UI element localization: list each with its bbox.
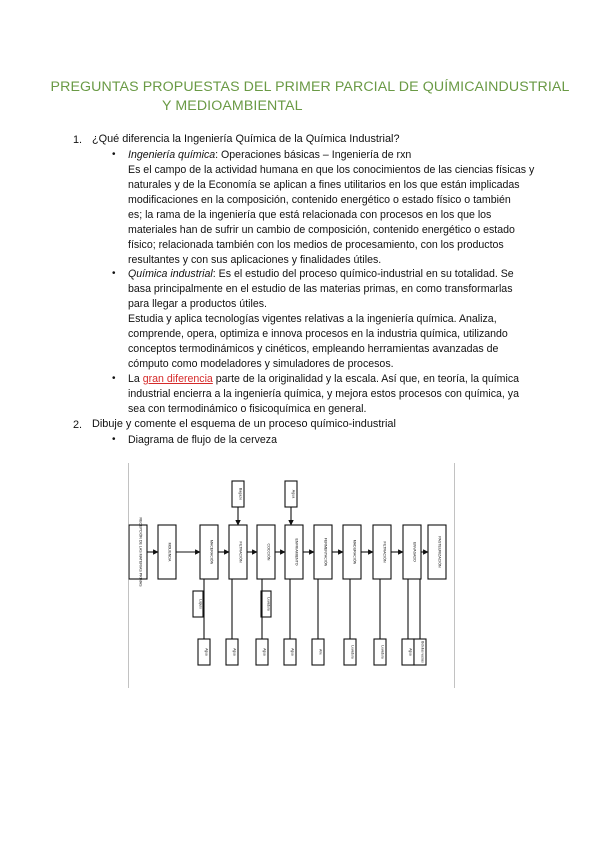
output-label: Agua (290, 648, 295, 656)
bullet-2-heading (128, 267, 548, 282)
output-label: Agua (204, 648, 209, 656)
output-label: Levadura (380, 645, 385, 659)
bullet-3-heading (128, 372, 548, 387)
process-step-label: FERMENTACIÓN (323, 537, 328, 567)
output-label: Aire (318, 649, 323, 655)
process-step-label: ENVASADO (412, 542, 417, 562)
bullet-1-rest: : Operaciones básicas – Ingeniería de rxn (215, 149, 412, 161)
bullet-3-line: industrial encierra a la ingeniería química, y mejora estos procesos con química, ya (128, 388, 519, 400)
page-title-line-1: PREGUNTAS PROPUESTAS DEL PRIMER PARCIAL DE QUÍMICAINDUSTRIAL (50, 79, 570, 95)
bullet-2-term: Química industrial (128, 268, 213, 280)
process-step-label: MACERACIÓN (209, 539, 214, 565)
bullet-2-line: cómputo como modeladores y simuladores de procesos. (128, 358, 394, 370)
bullet-2-line: comprende, opera, optimiza e innova procesos en la industria química, utilizando (128, 328, 508, 340)
bullet-2-line: : Es el estudio del proceso químico-industrial en su totalidad. Se (212, 268, 514, 280)
process-step-box (314, 525, 332, 579)
process-step-box (373, 525, 391, 579)
bullet-1-line: naturales y de la Economía se aplican a fines utilitarios en los que están implicadas (128, 179, 520, 191)
process-step-box (285, 525, 303, 579)
process-step-box (158, 525, 176, 579)
bullet-1-line: Es el campo de la actividad humana en que los conocimientos de las ciencias físicas y (128, 164, 535, 176)
bullet-1-heading (128, 148, 548, 163)
process-step-label: ENFRIAMIENTO (294, 538, 299, 566)
process-step-label: FILTRACIÓN (382, 541, 387, 563)
bullet-2-line: para llegar a productos útiles. (128, 298, 267, 310)
page-title-line-2: Y MEDIOAMBIENTAL (162, 98, 303, 114)
gran-diferencia-link[interactable]: gran diferencia (142, 373, 213, 385)
bullet-2-line: basa principalmente en el estudio de las materias primas, en como transformarlas (128, 283, 513, 295)
question-1-text: ¿Qué diferencia la Ingeniería Química de la Química Industrial? (92, 133, 400, 145)
bullet-1-line: materiales han de sufrir un cambio de composición, contenido energético o estado (128, 224, 515, 236)
input-label: Bagazo (238, 487, 243, 501)
input-label: Levadura (266, 597, 271, 611)
output-label: Agua (232, 648, 237, 656)
process-step-label: FILTRACIÓN (238, 541, 243, 563)
process-step-box (428, 525, 446, 579)
input-label: Agua (291, 489, 296, 499)
process-step-box (257, 525, 275, 579)
output-label: Levadura (350, 645, 355, 659)
bullet-1-term: Ingeniería química (128, 149, 216, 161)
output-label: Agua (262, 648, 267, 656)
output-label: Botellas vacías (420, 641, 425, 663)
output-label: Agua (408, 648, 413, 656)
process-step-label: MADURACIÓN (352, 539, 357, 565)
question-2-number: 2. (73, 419, 83, 431)
beer-flow-diagram (128, 463, 455, 688)
process-step-label: PASTEURIZACIÓN (437, 536, 442, 568)
question-2-text: Dibuje y comente el esquema de un proceso químico-industrial (92, 418, 396, 430)
process-step-box (129, 525, 147, 579)
bullet-1-line: físico; relacionada también con los medios de procesamiento, con los productos (128, 239, 504, 251)
question-2-bullet: Diagrama de flujo de la cerveza (128, 434, 277, 446)
process-step-label: MOLIENDA (167, 542, 172, 562)
bullet-3-post: parte de la originalidad y la escala. Así que, en teoría, la química (212, 373, 520, 385)
bullet-1-line: modificaciones en la composición, contenido energético o estado físico o también (128, 194, 511, 206)
process-step-label: COCCIÓN (266, 543, 271, 561)
process-step-box (200, 525, 218, 579)
bullet-icon: • (112, 373, 116, 384)
question-1-number: 1. (73, 134, 83, 146)
bullet-icon: • (112, 434, 116, 445)
process-step-box (229, 525, 247, 579)
bullet-icon: • (112, 149, 116, 160)
process-step-label: RECEPCIÓN DE LAS MATERIAS PRIMAS (138, 517, 143, 587)
bullet-icon: • (112, 268, 116, 279)
bullet-1-line: es; la rama de la ingeniería que está relacionada con procesos en los que los (128, 209, 492, 221)
bullet-3-line: sea con termodinámico o fisicoquímica en general. (128, 403, 367, 415)
bullet-2-line: conceptos termodinámicos y cinéticos, empleando herramientas avanzadas de (128, 343, 499, 355)
process-step-box (343, 525, 361, 579)
bullet-3-pre: La (128, 373, 143, 385)
bullet-1-line: resultantes y con sus aplicaciones y finalidades útiles. (128, 254, 382, 266)
process-step-box (403, 525, 421, 579)
bullet-2-line: Estudia y aplica tecnologías vigentes relativas a la ingeniería química. Analiza, (128, 313, 497, 325)
input-label: Lúpulo (198, 599, 203, 609)
